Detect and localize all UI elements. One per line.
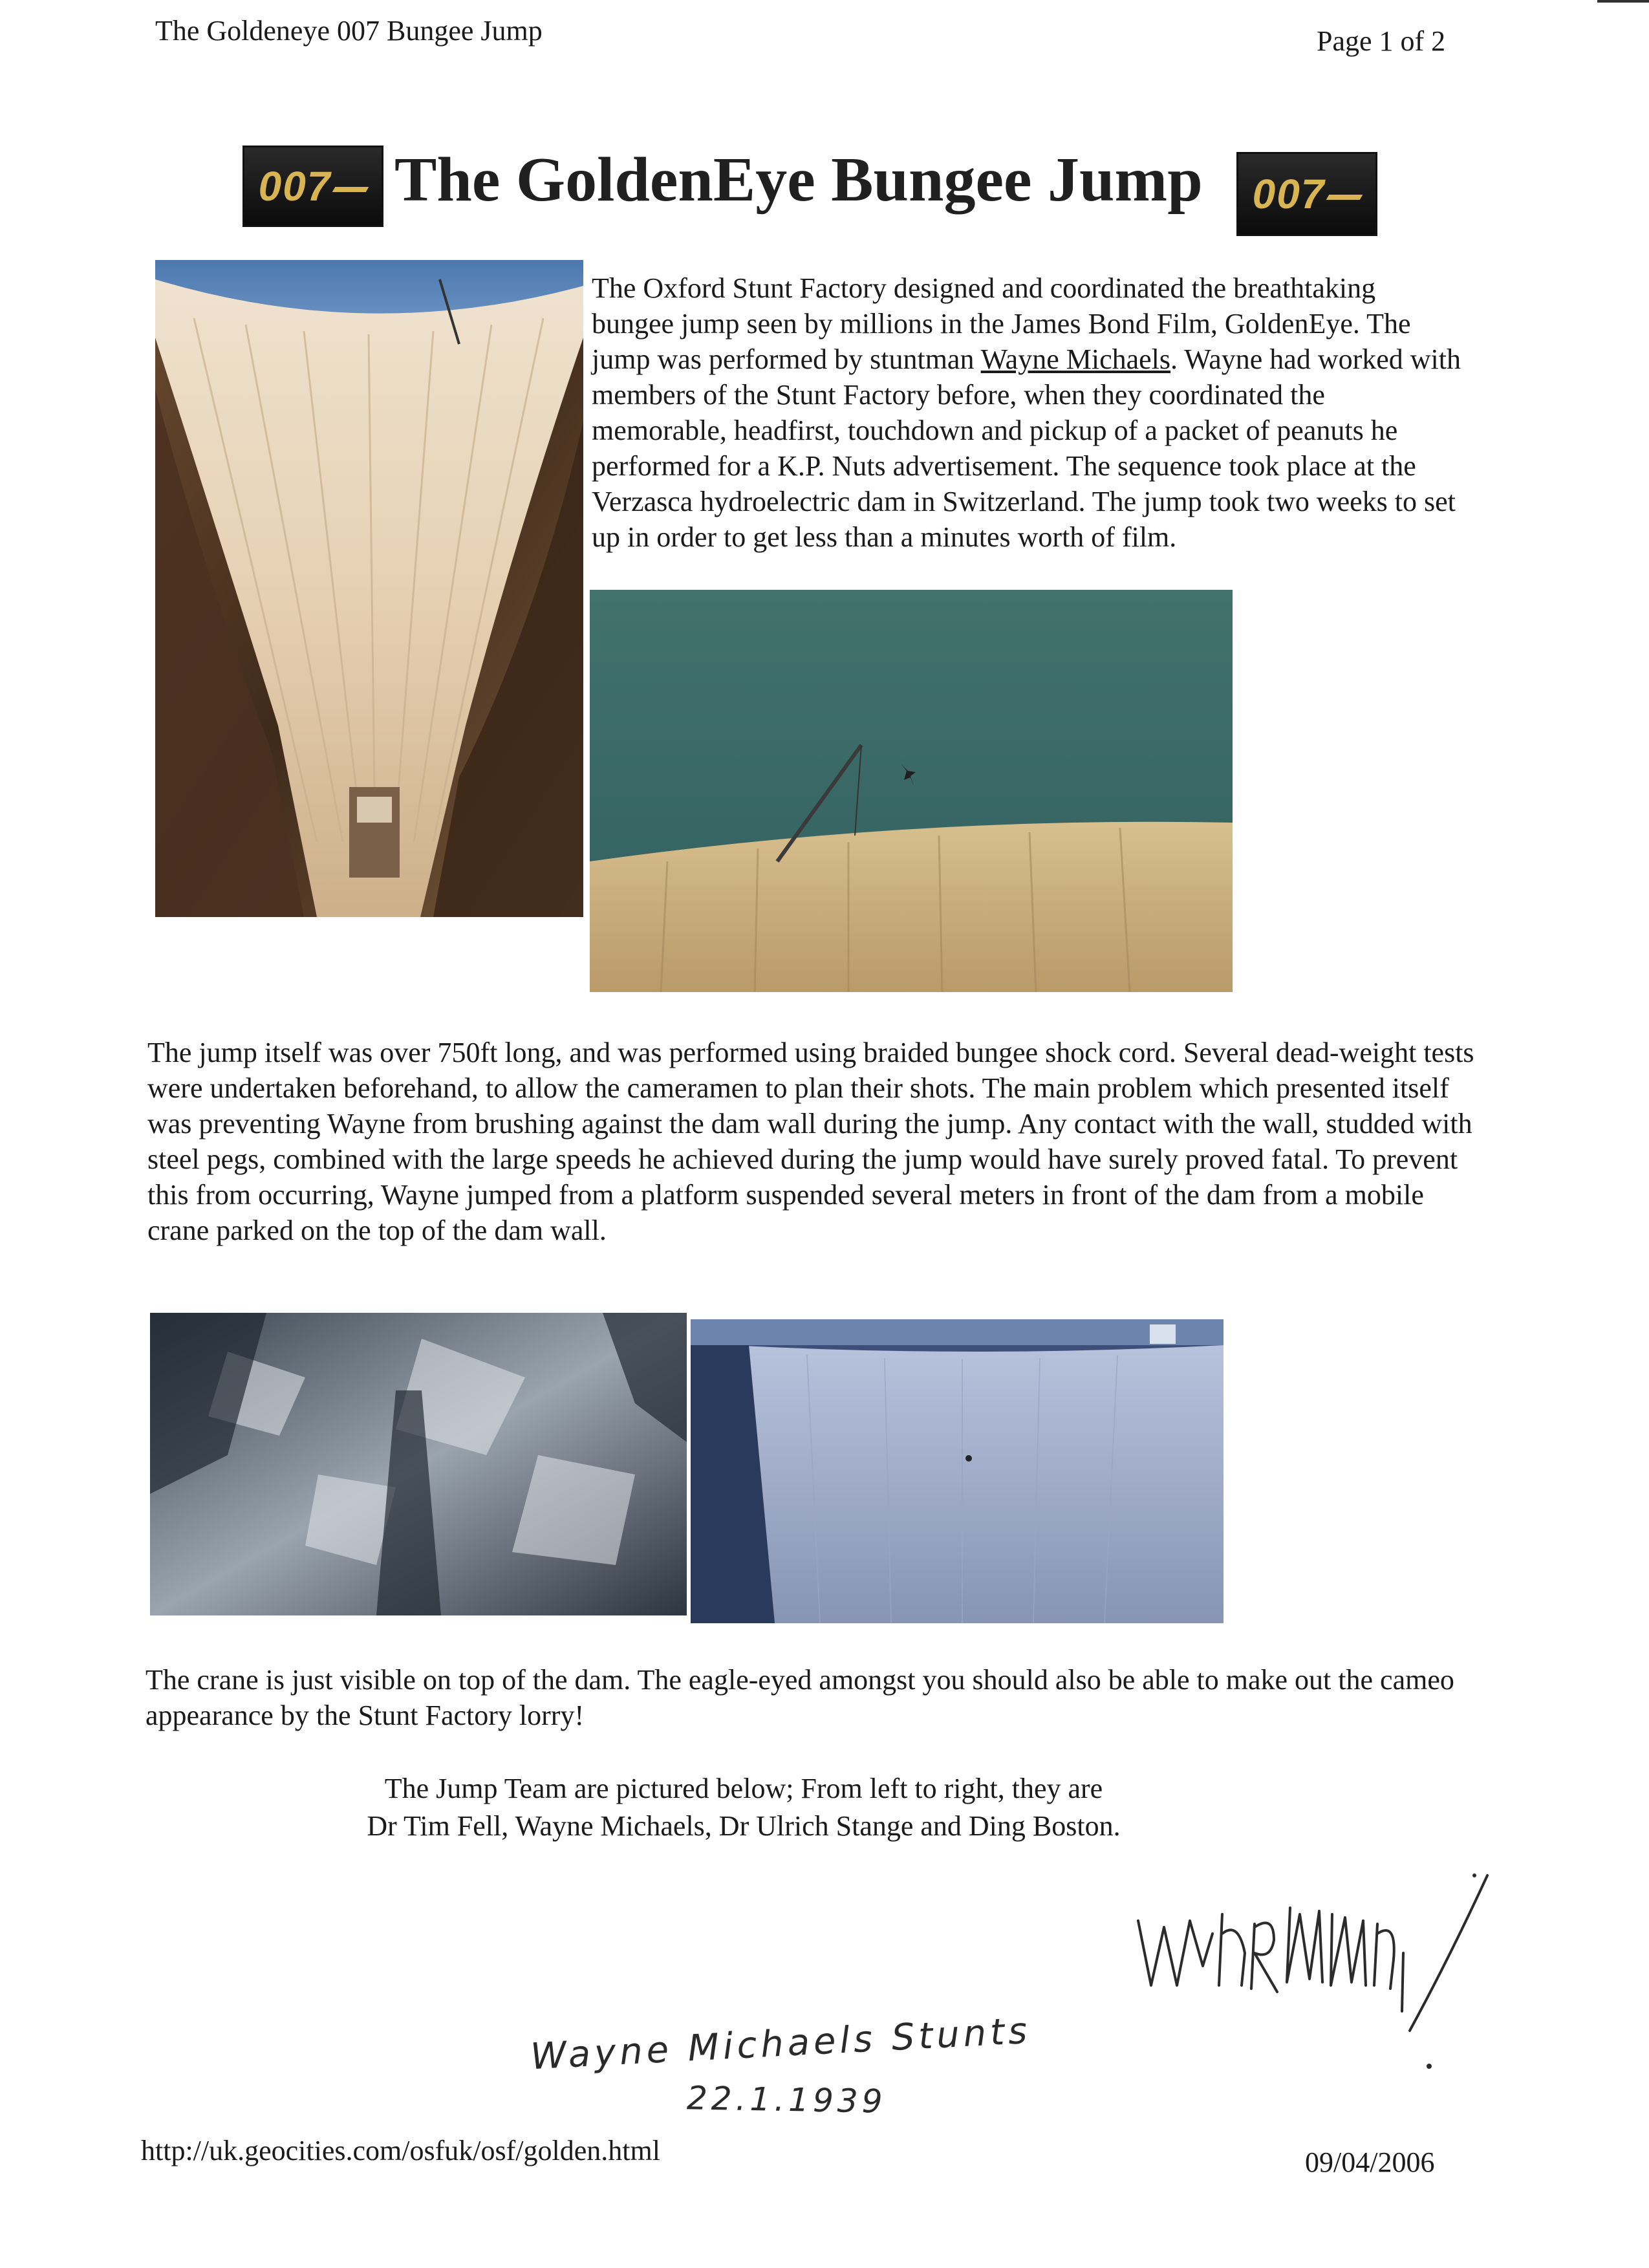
document-header-title: The Goldeneye 007 Bungee Jump	[155, 15, 543, 47]
print-date: 09/04/2006	[1305, 2146, 1435, 2178]
edge-mark	[1597, 0, 1649, 3]
team-caption-line-1: The Jump Team are pictured below; From left to right, they are	[384, 1773, 1103, 1804]
jump-from-dam-top-photo	[590, 590, 1233, 992]
intro-paragraph	[592, 270, 1465, 555]
team-caption-line-2: Dr Tim Fell, Wayne Michaels, Dr Ulrich Stange and Ding Boston.	[367, 1810, 1121, 1842]
autograph-signature	[1125, 1863, 1513, 2082]
page-number: Page 1 of 2	[1317, 25, 1446, 57]
cameo-paragraph: The crane is just visible on top of the dam. The eagle-eyed amongst you should also be able to make out the cameo appearance by the Stunt Factory lorry!	[146, 1664, 1454, 1731]
rock-gorge-photo	[150, 1313, 687, 1615]
007-logo-right: 007	[1236, 152, 1377, 236]
stuntman-name: Wayne Michaels	[980, 343, 1171, 375]
handwritten-note-line-1: Wayne Michaels Stunts	[529, 2009, 1032, 2079]
dam-wall-crane-photo	[691, 1319, 1223, 1623]
intro-text-end: . Wayne had worked with members of the Stunt Factory before, when they coordinated the memorable, headfirst, touchdown and pickup of a packet of peanuts he performed for a K.P. Nuts advertisement. The sequence took place at the Verzasca hydroelectric dam in Switzerland. The jump took two weeks to set up in order to get less than a minutes worth of film.	[592, 343, 1461, 553]
source-url: http://uk.geocities.com/osfuk/osf/golden.html	[141, 2135, 660, 2166]
dam-from-below-photo	[155, 260, 583, 917]
007-logo-left: 007	[242, 146, 383, 227]
intro-text-start: The Oxford Stunt Factory designed and coordinated the breathtaking bungee jump seen by millions in the James Bond Film, GoldenEye. The jump was performed by stuntman	[592, 272, 1411, 375]
page-title: The GoldenEye Bungee Jump	[394, 145, 1203, 215]
jump-details-paragraph: The jump itself was over 750ft long, and was performed using braided bungee shock cord. Several dead-weight tests were undertaken beforehand, to allow the cameramen to plan their shots. The main problem which presented itself was preventing Wayne from brushing against the dam wall during the jump. Any contact with the wall, studded with steel pegs, combined with the large speeds he achieved during the jump would have surely proved fatal. To prevent this from occurring, Wayne jumped from a platform suspended several meters in front of the dam from a mobile crane parked on the top of the dam wall.	[147, 1037, 1474, 1246]
handwritten-note-line-2: 22.1.1939	[686, 2079, 887, 2121]
